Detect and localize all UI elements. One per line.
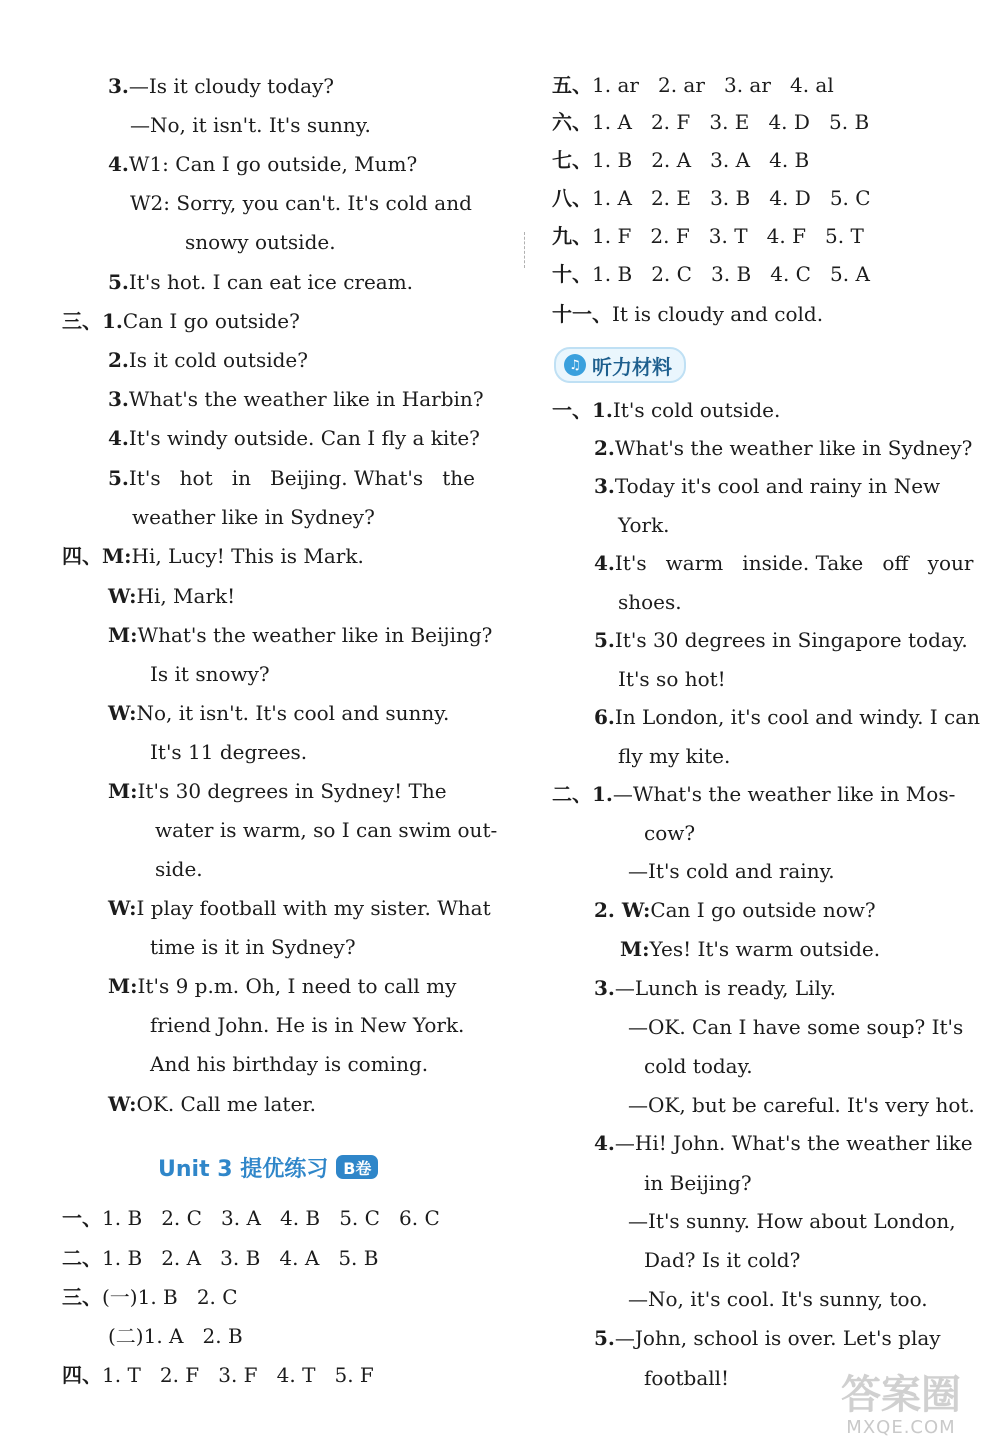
right-line [552, 108, 869, 136]
right-line [644, 1246, 800, 1274]
item-number: 十、 [552, 262, 592, 286]
line-text: —John, school is over. Let's play [614, 1326, 941, 1350]
right-line [594, 472, 940, 500]
line-text: York. [618, 513, 670, 537]
line-text: 1. B 2. A 3. B 4. A 5. B [102, 1246, 379, 1270]
line-text: football! [644, 1366, 730, 1390]
line-text: side. [155, 857, 203, 881]
item-number: 2. [108, 348, 129, 372]
line-text: —Is it cloudy today? [128, 74, 335, 98]
left-line [108, 699, 449, 727]
left-line [132, 503, 375, 531]
item-number: 5. [108, 466, 129, 490]
watermark-logo: 答案圈 [841, 1372, 961, 1418]
item-number: 五、 [552, 73, 592, 97]
line-text: Yes! It's warm outside. [649, 937, 881, 961]
line-text: 1. B 2. C 3. A 4. B 5. C 6. C [102, 1206, 440, 1230]
right-line [644, 1364, 729, 1392]
right-line [618, 511, 670, 539]
right-line [644, 819, 695, 847]
right-line [594, 434, 972, 462]
unit-title: Unit 3 提优练习 [158, 1156, 329, 1182]
left-line [150, 738, 307, 766]
line-text: —OK, but be careful. It's very hot. [628, 1093, 975, 1117]
line-text: What's the weather like in Harbin? [128, 387, 484, 411]
line-text: It's 30 degrees in Sydney! The [137, 779, 447, 803]
line-text: fly my kite. [618, 744, 731, 768]
line-text: W2: Sorry, you can't. It's cold and [130, 191, 472, 215]
item-number: 3. [594, 474, 615, 498]
right-line [618, 588, 682, 616]
line-text: —OK. Can I have some soup? It's [628, 1015, 964, 1039]
listening-material-title: 听力材料 [592, 354, 672, 379]
unit-section-header [158, 1150, 378, 1184]
line-text: It's 30 degrees in Singapore today. [614, 628, 968, 652]
line-text: In London, it's cool and windy. I can [614, 705, 981, 729]
right-line [552, 396, 780, 424]
line-text: (一)1. B 2. C [102, 1285, 238, 1309]
item-number: 4. [108, 152, 129, 176]
line-text: It's warm inside. Take off your [614, 551, 974, 575]
item-number: 3. [108, 74, 129, 98]
left-line [185, 228, 336, 256]
left-line [108, 346, 308, 374]
item-number: W: [108, 701, 137, 725]
item-number: 三、 [62, 1285, 102, 1309]
line-text: No, it isn't. It's cool and sunny. [136, 701, 450, 725]
right-line [628, 1285, 928, 1313]
right-line [552, 260, 870, 288]
item-number: 3. [594, 976, 615, 1000]
line-text: It's hot in Beijing. What's the [128, 466, 475, 490]
item-number: 3. [108, 387, 129, 411]
line-text: What's the weather like in Beijing? [137, 623, 493, 647]
left-line [108, 972, 456, 1000]
line-text: —It's cold and rainy. [628, 859, 835, 883]
right-line [620, 935, 880, 963]
item-number: 九、 [552, 224, 592, 248]
right-line [552, 71, 834, 99]
item-number: 七、 [552, 148, 592, 172]
line-text: It's hot. I can eat ice cream. [128, 270, 414, 294]
line-text: 1. F 2. F 3. T 4. F 5. T [592, 224, 864, 248]
line-text: —It's sunny. How about London, [628, 1209, 956, 1233]
left-line [62, 307, 300, 335]
line-text: It's so hot! [618, 667, 726, 691]
left-line [108, 268, 413, 296]
line-text: Today it's cool and rainy in New [614, 474, 941, 498]
right-line [628, 1091, 975, 1119]
left-line [130, 111, 371, 139]
line-text: 1. B 2. C 3. B 4. C 5. A [592, 262, 870, 286]
line-text: friend John. He is in New York. [150, 1013, 465, 1037]
left-line [155, 855, 203, 883]
line-text: It's windy outside. Can I fly a kite? [128, 426, 480, 450]
line-text: Dad? Is it cold? [644, 1248, 801, 1272]
left-line [108, 621, 492, 649]
line-text: And his birthday is coming. [150, 1052, 429, 1076]
left-line [150, 1050, 428, 1078]
right-line [618, 665, 726, 693]
item-number: 十一、 [552, 302, 612, 326]
line-text: Hi, Lucy! This is Mark. [131, 544, 364, 568]
right-line [628, 1013, 963, 1041]
item-number: 六、 [552, 110, 592, 134]
right-line [594, 626, 968, 654]
right-line [594, 1324, 941, 1352]
left-line [62, 542, 364, 570]
left-line [150, 933, 356, 961]
item-number: 八、 [552, 186, 592, 210]
line-text: 1. B 2. A 3. A 4. B [592, 148, 810, 172]
right-line [552, 184, 871, 212]
paper-b-badge: B卷 [336, 1155, 378, 1179]
item-number: 二、1. [552, 782, 613, 806]
right-line [594, 974, 836, 1002]
line-text: —Lunch is ready, Lily. [614, 976, 836, 1000]
item-number: M: [108, 623, 138, 647]
item-number: M: [620, 937, 650, 961]
left-line [62, 1361, 374, 1389]
headphones-icon: ♫ [564, 354, 586, 376]
left-line [108, 72, 334, 100]
left-line [155, 816, 497, 844]
item-number: 6. [594, 705, 615, 729]
line-text: cow? [644, 821, 696, 845]
line-text: W1: Can I go outside, Mum? [128, 152, 418, 176]
line-text: in Beijing? [644, 1171, 752, 1195]
item-number: 4. [594, 1131, 615, 1155]
right-line [644, 1052, 753, 1080]
right-line [618, 742, 730, 770]
left-line [108, 1322, 243, 1350]
item-number: 一、 [62, 1206, 102, 1230]
left-line [62, 1204, 440, 1232]
line-text: 1. A 2. E 3. B 4. D 5. C [592, 186, 871, 210]
right-line [628, 1207, 956, 1235]
item-number: 二、 [62, 1246, 102, 1270]
right-line [552, 146, 809, 174]
left-line [150, 660, 270, 688]
item-number: 一、1. [552, 398, 613, 422]
left-line [108, 777, 447, 805]
line-text: (二)1. A 2. B [108, 1324, 243, 1348]
line-text: weather like in Sydney? [132, 505, 375, 529]
line-text: shoes. [618, 590, 682, 614]
item-number: M: [108, 779, 138, 803]
left-line [150, 1011, 464, 1039]
item-number: 4. [594, 551, 615, 575]
item-number: 2. [594, 436, 615, 460]
left-line [108, 464, 475, 492]
item-number: 四、 [62, 1363, 102, 1387]
line-text: 1. A 2. F 3. E 4. D 5. B [592, 110, 870, 134]
item-number: 5. [594, 628, 615, 652]
item-number: 5. [594, 1326, 615, 1350]
left-line [130, 189, 472, 217]
line-text: —Hi! John. What's the weather like [614, 1131, 973, 1155]
column-divider [524, 232, 526, 268]
line-text: It is cloudy and cold. [612, 302, 824, 326]
right-line [644, 1169, 752, 1197]
left-line [62, 1283, 238, 1311]
left-line [108, 582, 235, 610]
line-text: —No, it's cool. It's sunny, too. [628, 1287, 928, 1311]
line-text: water is warm, so I can swim out- [155, 818, 498, 842]
line-text: 1. ar 2. ar 3. ar 4. al [592, 73, 834, 97]
item-number: M: [108, 974, 138, 998]
listening-material-header [554, 347, 686, 383]
line-text: I play football with my sister. What [136, 896, 491, 920]
line-text: Can I go outside now? [650, 898, 876, 922]
item-number: W: [108, 584, 137, 608]
line-text: snowy outside. [185, 230, 336, 254]
right-line [594, 1129, 973, 1157]
left-line [108, 385, 484, 413]
right-line [628, 857, 835, 885]
right-line [552, 222, 864, 250]
item-number: 三、1. [62, 309, 123, 333]
line-text: OK. Call me later. [136, 1092, 317, 1116]
item-number: 2. W: [594, 898, 651, 922]
left-line [108, 894, 491, 922]
left-line [108, 424, 480, 452]
right-line [594, 549, 973, 577]
item-number: 四、M: [62, 544, 132, 568]
line-text: Is it cold outside? [128, 348, 308, 372]
item-number: W: [108, 1092, 137, 1116]
left-line [108, 150, 417, 178]
line-text: time is it in Sydney? [150, 935, 356, 959]
line-text: Can I go outside? [122, 309, 300, 333]
watermark [826, 1373, 976, 1443]
line-text: It's cold outside. [612, 398, 781, 422]
item-number: W: [108, 896, 137, 920]
line-text: It's 11 degrees. [150, 740, 308, 764]
line-text: It's 9 p.m. Oh, I need to call my [137, 974, 457, 998]
line-text: cold today. [644, 1054, 753, 1078]
right-line [594, 703, 980, 731]
line-text: —No, it isn't. It's sunny. [130, 113, 371, 137]
watermark-site: MXQE.COM [846, 1417, 956, 1438]
right-line [594, 896, 876, 924]
right-line [552, 780, 955, 808]
left-line [108, 1090, 316, 1118]
line-text: Hi, Mark! [136, 584, 236, 608]
line-text: What's the weather like in Sydney? [614, 436, 973, 460]
line-text: —What's the weather like in Mos- [612, 782, 956, 806]
line-text: Is it snowy? [150, 662, 270, 686]
left-line [62, 1244, 378, 1272]
right-line [552, 300, 823, 328]
item-number: 4. [108, 426, 129, 450]
line-text: 1. T 2. F 3. F 4. T 5. F [102, 1363, 374, 1387]
item-number: 5. [108, 270, 129, 294]
